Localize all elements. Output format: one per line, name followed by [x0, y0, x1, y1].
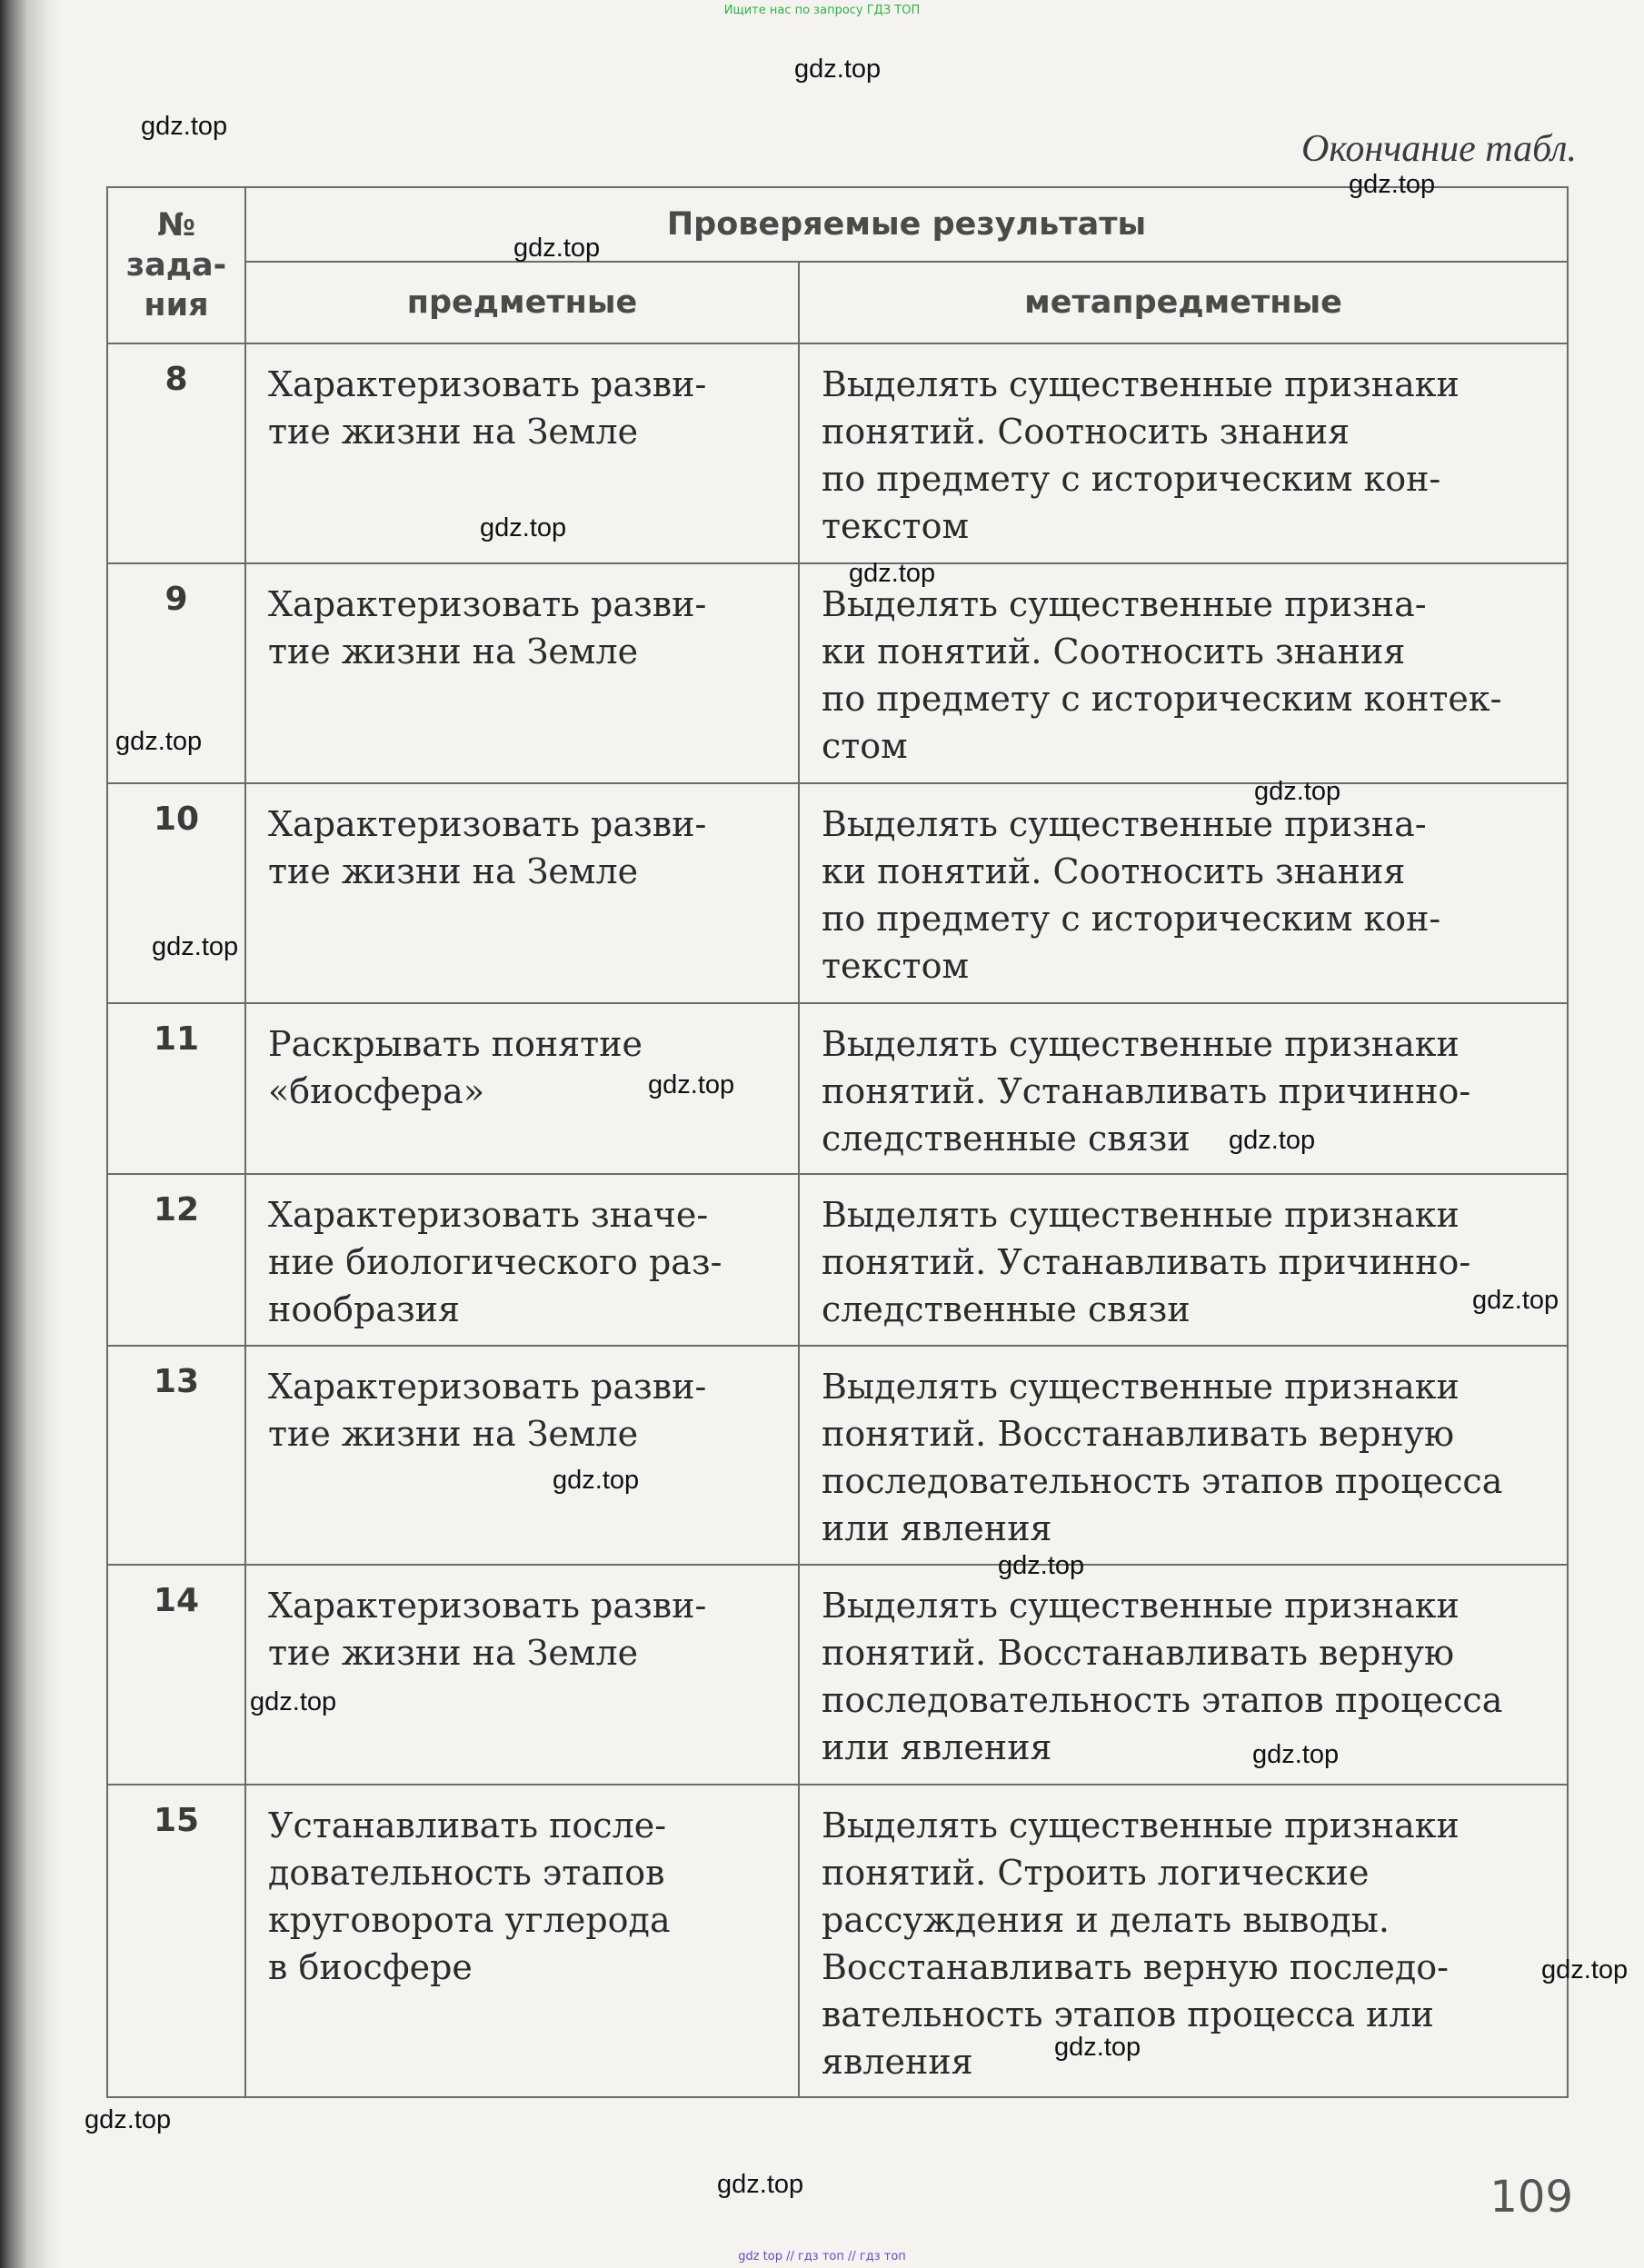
- table-row: [107, 1003, 1568, 1174]
- results-table: [106, 186, 1569, 2098]
- subject-result-cell: Характеризовать значе- ние биологического раз- нообразия: [245, 1174, 799, 1346]
- subject-result-cell: Характеризовать разви- тие жизни на Земле: [245, 563, 799, 783]
- meta-result-cell: Выделять существенные призна- ки понятий. Соотносить знания по предмету с историческим кон- текстом: [799, 783, 1568, 1003]
- bottom-banner: gdz top // гдз топ // гдз топ: [738, 2250, 906, 2263]
- watermark-label: gdz.top: [1054, 2033, 1141, 2062]
- table-row: [107, 563, 1568, 783]
- subject-result-cell: Устанавливать после- довательность этапов круговорота углерода в биосфере: [245, 1785, 799, 2097]
- task-number-cell: 14: [107, 1565, 245, 1785]
- table-row: [107, 1785, 1568, 2097]
- table-continuation-caption: Окончание табл.: [1301, 128, 1577, 170]
- header-task-number: [107, 187, 245, 343]
- watermark-label: gdz.top: [648, 1070, 735, 1099]
- watermark-label: gdz.top: [1229, 1126, 1316, 1155]
- watermark-label: gdz.top: [85, 2105, 172, 2134]
- meta-result-cell: Выделять существенные признаки понятий. Устанавливать причинно- следственные связи: [799, 1003, 1568, 1174]
- top-banner: Ищите нас по запросу ГДЗ ТОП: [723, 4, 921, 17]
- table-row: [107, 1174, 1568, 1346]
- task-number-cell: 12: [107, 1174, 245, 1346]
- meta-result-cell: Выделять существенные призна- ки понятий. Соотносить знания по предмету с историческим контек- стом: [799, 563, 1568, 783]
- table-row: [107, 1565, 1568, 1785]
- watermark-label: gdz.top: [553, 1466, 640, 1495]
- watermark-label: gdz.top: [1349, 170, 1436, 199]
- watermark-label: gdz.top: [115, 727, 203, 756]
- task-number-cell: 10: [107, 783, 245, 1003]
- watermark-label: gdz.top: [849, 559, 936, 588]
- watermark-label: gdz.top: [250, 1687, 337, 1716]
- task-number-cell: 11: [107, 1003, 245, 1174]
- subject-result-cell: Раскрывать понятие «биосфера»: [245, 1003, 799, 1174]
- subject-result-cell: Характеризовать разви- тие жизни на Земле: [245, 343, 799, 563]
- watermark-label: gdz.top: [717, 2170, 804, 2199]
- subject-result-cell: Характеризовать разви- тие жизни на Земле: [245, 1565, 799, 1785]
- task-number-cell: 13: [107, 1346, 245, 1565]
- watermark-label: gdz.top: [794, 55, 882, 84]
- task-number-cell: 9: [107, 563, 245, 783]
- watermark-label: gdz.top: [998, 1551, 1085, 1580]
- watermark-label: gdz.top: [480, 513, 567, 542]
- header-checked-results: Проверяемые результаты: [245, 187, 1568, 262]
- header-meta-results: метапредметные: [799, 262, 1568, 343]
- table-body: [107, 343, 1568, 2097]
- subject-result-cell: Характеризовать разви- тие жизни на Земле: [245, 783, 799, 1003]
- watermark-label: gdz.top: [1252, 1740, 1340, 1769]
- page-number: 109: [1490, 2172, 1573, 2223]
- subject-result-cell: Характеризовать разви- тие жизни на Земле: [245, 1346, 799, 1565]
- book-binding-shadow: [0, 0, 64, 2268]
- watermark-label: gdz.top: [152, 932, 239, 961]
- meta-result-cell: Выделять существенные признаки понятий. Восстанавливать верную последовательность этапов процесса или явления: [799, 1346, 1568, 1565]
- task-number-cell: 8: [107, 343, 245, 563]
- header-task-number-label: № зада- ния: [125, 207, 227, 323]
- watermark-label: gdz.top: [1254, 777, 1341, 806]
- watermark-label: gdz.top: [141, 112, 228, 141]
- table-row: [107, 343, 1568, 563]
- watermark-label: gdz.top: [1472, 1286, 1559, 1315]
- table-row: [107, 1346, 1568, 1565]
- watermark-label: gdz.top: [1541, 1955, 1629, 1984]
- meta-result-cell: Выделять существенные признаки понятий. Восстанавливать верную последовательность этапов процесса или явления: [799, 1565, 1568, 1785]
- meta-result-cell: Выделять существенные признаки понятий. Соотносить знания по предмету с историческим кон- текстом: [799, 343, 1568, 563]
- meta-result-cell: Выделять существенные признаки понятий. Строить логические рассуждения и делать выводы. Восстанавливать верную последо- вательность этапов процесса или явления: [799, 1785, 1568, 2097]
- meta-result-cell: Выделять существенные признаки понятий. Устанавливать причинно- следственные связи: [799, 1174, 1568, 1346]
- header-subject-results: предметные: [245, 262, 799, 343]
- watermark-label: gdz.top: [513, 234, 601, 263]
- task-number-cell: 15: [107, 1785, 245, 2097]
- table-row: [107, 783, 1568, 1003]
